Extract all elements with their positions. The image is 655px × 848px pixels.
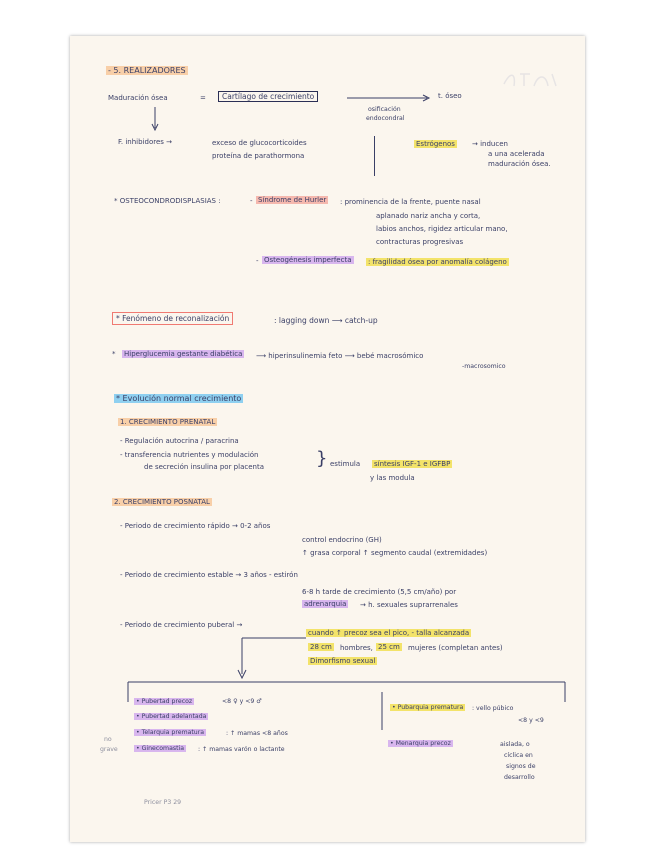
puberal-25cm: 25 cm: [378, 643, 400, 651]
equals-sign: =: [200, 94, 206, 102]
arrow-right-icon: [345, 93, 435, 103]
cartilago-box: Cartílago de crecimiento: [218, 92, 318, 101]
puberal-28cm: 28 cm: [310, 643, 332, 651]
maduracion-label: Maduración ósea: [108, 94, 168, 102]
menarquia-detail-2: cíclica en: [504, 752, 533, 759]
pubertad-precoz: • Pubertad precoz: [136, 698, 193, 705]
estrogenos-line-3: maduración ósea.: [488, 160, 551, 168]
hurler-line-1: : prominencia de la frente, puente nasal: [340, 198, 481, 206]
side-note-no: no: [104, 736, 112, 743]
section-title: - 5. REALIZADORES: [108, 66, 186, 75]
igf-label: síntesis IGF-1 e IGFBP: [374, 460, 451, 468]
periodo-rapido-detail-1: control endocrino (GH): [302, 536, 382, 544]
periodo-rapido-detail-2: ↑ grasa corporal ↑ segmento caudal (extremidades): [302, 549, 488, 557]
prenatal-point-1: - Regulación autocrina / paracrina: [120, 437, 239, 445]
bracket-lines: [120, 630, 580, 740]
estimula-label: estimula: [330, 460, 361, 468]
tejido-oseo-label: t. óseo: [438, 92, 462, 100]
menarquia-detail-1: aislada, o: [500, 741, 530, 748]
brace: }: [316, 448, 328, 469]
periodo-estable-detail-1: 6-8 h tarde de crecimiento (5,5 cm/año) por: [302, 588, 457, 596]
pubarquia-ages: <8 y <9: [518, 717, 544, 724]
page-footer: Pricer P3 29: [144, 799, 182, 806]
hurler-line-3: labios anchos, rigidez articular mano,: [376, 225, 508, 233]
hiperglucemia-chain: ⟶ hiperinsulinemia feto ⟶ bebé macrosómico: [256, 352, 424, 360]
menarquia-precoz: • Menarquia precoz: [390, 740, 451, 747]
ginecomastia-detail: : ↑ mamas varón o lactante: [198, 746, 285, 753]
pubarquia-prematura: • Pubarquia prematura: [392, 704, 464, 711]
dash-marker: -: [250, 197, 253, 205]
estrogenos-line-1: → inducen: [472, 140, 508, 148]
dash-marker: -: [256, 257, 259, 265]
pubertad-adelantada: • Pubertad adelantada: [136, 713, 207, 720]
estrogenos-line-2: a una acelerada: [488, 150, 545, 158]
prenatal-point-2: - transferencia nutrientes y modulación: [120, 451, 259, 459]
pubarquia-detail: : vello púbico: [472, 705, 514, 712]
dimorfismo-label: Dimorfismo sexual: [310, 657, 376, 665]
puberal-mujeres: mujeres (completan antes): [408, 644, 503, 652]
adrenarquia-label: adrenarquia: [304, 600, 347, 608]
periodo-rapido: - Periodo de crecimiento rápido → 0-2 años: [120, 522, 271, 530]
faint-watermark-scribble: [500, 68, 560, 90]
hurler-line-4: contracturas progresivas: [376, 238, 464, 246]
inhibidor-parathormona: proteína de parathormona: [212, 152, 305, 160]
puberal-hombres: hombres,: [340, 644, 373, 652]
divider-line: [374, 136, 375, 176]
menarquia-detail-3: signos de: [506, 763, 536, 770]
prenatal-point-3: de secreción insulina por placenta: [144, 463, 264, 471]
osteocondrodisplasias-label: * OSTEOCONDRODISPLASIAS :: [114, 197, 221, 205]
periodo-estable: - Periodo de crecimiento estable → 3 años - estirón: [120, 571, 298, 579]
telarquia-prematura: • Telarquia prematura: [136, 729, 205, 736]
osteogenesis-label: Osteogénesis imperfecta: [264, 256, 352, 264]
side-note-grave: grave: [100, 746, 118, 753]
crecimiento-posnatal-heading: 2. CRECIMIENTO POSNATAL: [114, 498, 210, 506]
periodo-puberal-detail-1: cuando ↑ precoz sea el pico, - talla alcanzada: [308, 629, 470, 637]
evolucion-title: * Evolución normal crecimiento: [116, 394, 242, 403]
hiperglucemia-label: Hiperglucemia gestante diabética: [124, 350, 243, 358]
periodo-estable-detail-2: → h. sexuales suprarrenales: [360, 601, 458, 609]
fenomeno-description: : lagging down ⟶ catch-up: [274, 316, 378, 325]
arrow-down-icon: [150, 106, 160, 132]
estrogenos-label: Estrógenos: [416, 140, 455, 148]
inhibidores-label: F. inhibidores →: [118, 138, 172, 146]
pubertad-precoz-ages: <8 ♀ y <9 ♂: [222, 698, 262, 705]
inhibidor-glucocorticoides: exceso de glucocorticoides: [212, 139, 307, 147]
macrosomico-continuation: -macrosomico: [462, 363, 506, 370]
modula-label: y las modula: [370, 474, 415, 482]
osificacion-label: osificación: [368, 106, 401, 113]
osteogenesis-description: : fragilidad ósea por anomalía colágeno: [368, 258, 507, 266]
fenomeno-label: * Fenómeno de reconalización: [112, 314, 233, 323]
telarquia-detail: : ↑ mamas <8 años: [226, 730, 288, 737]
star-marker: *: [112, 350, 116, 358]
endocondral-label: endocondral: [366, 115, 405, 122]
menarquia-detail-4: desarrollo: [504, 774, 535, 781]
hurler-label: Síndrome de Hurler: [258, 196, 327, 204]
ginecomastia: • Ginecomastia: [136, 745, 185, 752]
crecimiento-prenatal-heading: 1. CRECIMIENTO PRENATAL: [120, 418, 216, 426]
hurler-line-2: aplanado nariz ancha y corta,: [376, 212, 481, 220]
periodo-puberal: - Periodo de crecimiento puberal →: [120, 621, 243, 629]
